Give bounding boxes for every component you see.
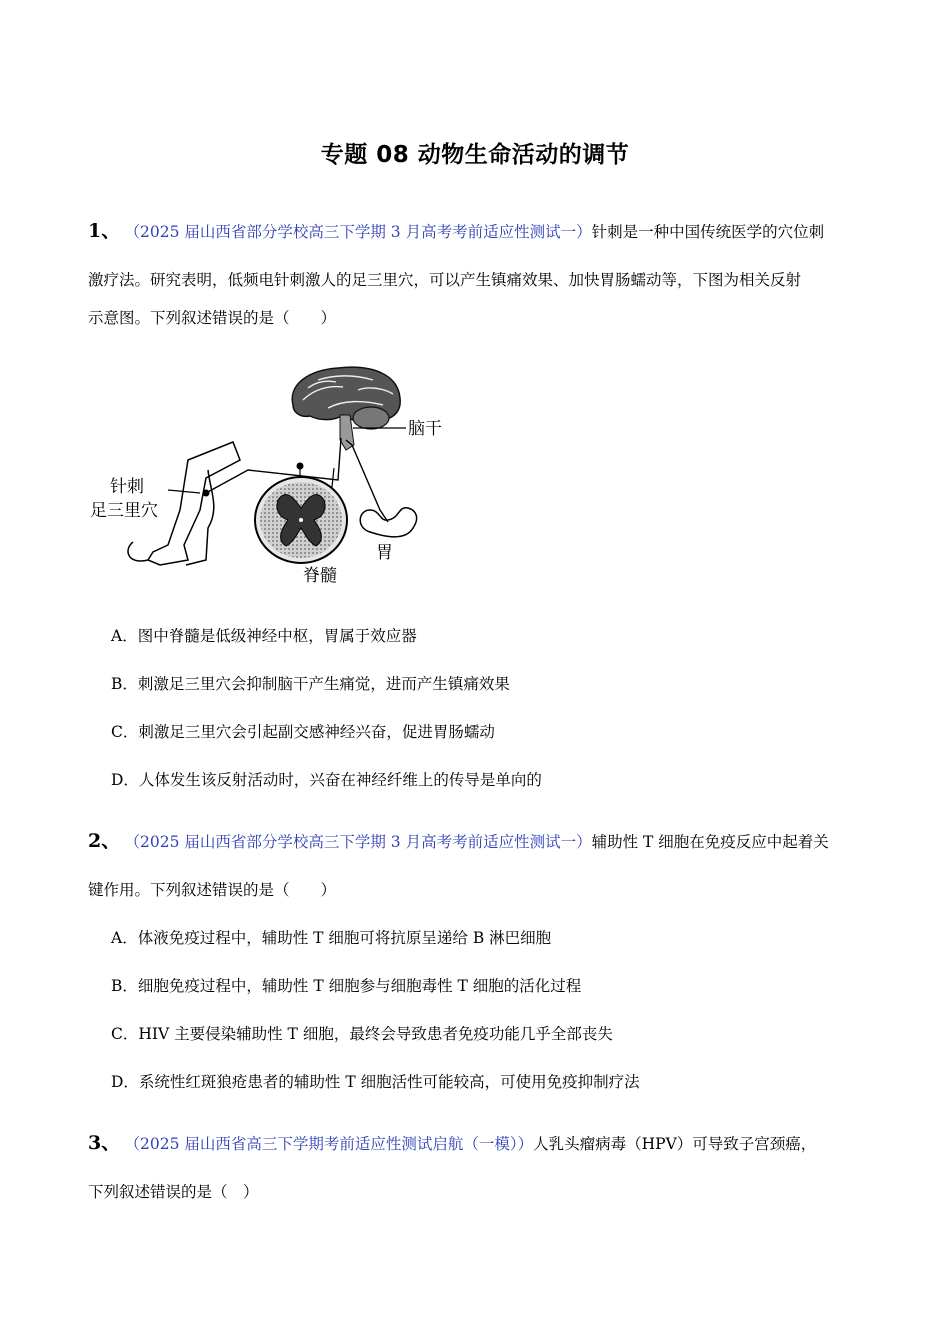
label-needle: 针刺 — [110, 477, 144, 497]
question-1-option-b[interactable]: B．刺激足三里穴会抑制脑干产生痛觉，进而产生镇痛效果 — [111, 675, 510, 693]
question-2-source: （2025 届山西省部分学校高三下学期 3 月高考考前适应性测试一） — [132, 833, 592, 851]
question-3-line-1 — [88, 1128, 816, 1155]
question-1-option-c[interactable]: C．刺激足三里穴会引起副交感神经兴奋，促进胃肠蠕动 — [111, 723, 495, 741]
question-3-number: 3、 — [88, 1132, 121, 1154]
question-1-option-d[interactable]: D．人体发生该反射活动时，兴奋在神经纤维上的传导是单向的 — [111, 771, 542, 789]
question-1-option-a[interactable]: A．图中脊髓是低级神经中枢，胃属于效应器 — [111, 627, 417, 645]
question-2-stem-2: 键作用。下列叙述错误的是（ ） — [88, 881, 337, 899]
page-title: 专题 08 动物生命活动的调节 — [320, 142, 630, 168]
question-2-option-a[interactable]: A．体液免疫过程中，辅助性 T 细胞可将抗原呈递给 B 淋巴细胞 — [111, 929, 552, 947]
label-stomach: 胃 — [376, 543, 393, 563]
question-2-option-d[interactable]: D．系统性红斑狼疮患者的辅助性 T 细胞活性可能较高，可使用免疫抑制疗法 — [111, 1073, 640, 1091]
question-2-option-c[interactable]: C．HIV 主要侵染辅助性 T 细胞，最终会导致患者免疫功能几乎全部丧失 — [111, 1025, 613, 1043]
stomach-image — [360, 508, 416, 537]
question-1-number: 1、 — [88, 220, 121, 242]
question-1-stem-3: 示意图。下列叙述错误的是（ ） — [88, 309, 337, 327]
question-2-line-1 — [88, 826, 829, 853]
question-2-stem-1: 辅助性 T 细胞在免疫反应中起着关 — [591, 833, 829, 851]
question-3-source: （2025 届山西省高三下学期考前适应性测试启航（一模）） — [132, 1135, 534, 1153]
label-brainstem: 脑干 — [408, 419, 442, 439]
brain-image — [292, 367, 400, 450]
question-1-stem-1: 针刺是一种中国传统医学的穴位刺 — [591, 223, 825, 241]
question-3-stem-2: 下列叙述错误的是（ ） — [88, 1183, 259, 1201]
question-2-option-b[interactable]: B．细胞免疫过程中，辅助性 T 细胞参与细胞毒性 T 细胞的活化过程 — [111, 977, 582, 995]
question-1-source: （2025 届山西省部分学校高三下学期 3 月高考考前适应性测试一） — [132, 223, 592, 241]
question-3-stem-1: 人乳头瘤病毒（HPV）可导致子宫颈癌， — [533, 1135, 817, 1153]
question-1-line-1 — [88, 216, 824, 243]
question-1-stem-2: 激疗法。研究表明，低频电针刺激人的足三里穴，可以产生镇痛效果、加快胃肠蠕动等，下图为相关反射 — [88, 271, 802, 289]
question-2-number: 2、 — [88, 830, 121, 852]
label-acupoint: 足三里穴 — [90, 501, 158, 521]
spinal-cord-image — [255, 477, 347, 563]
label-spinal-cord: 脊髓 — [303, 566, 337, 586]
reflex-diagram — [88, 360, 468, 592]
